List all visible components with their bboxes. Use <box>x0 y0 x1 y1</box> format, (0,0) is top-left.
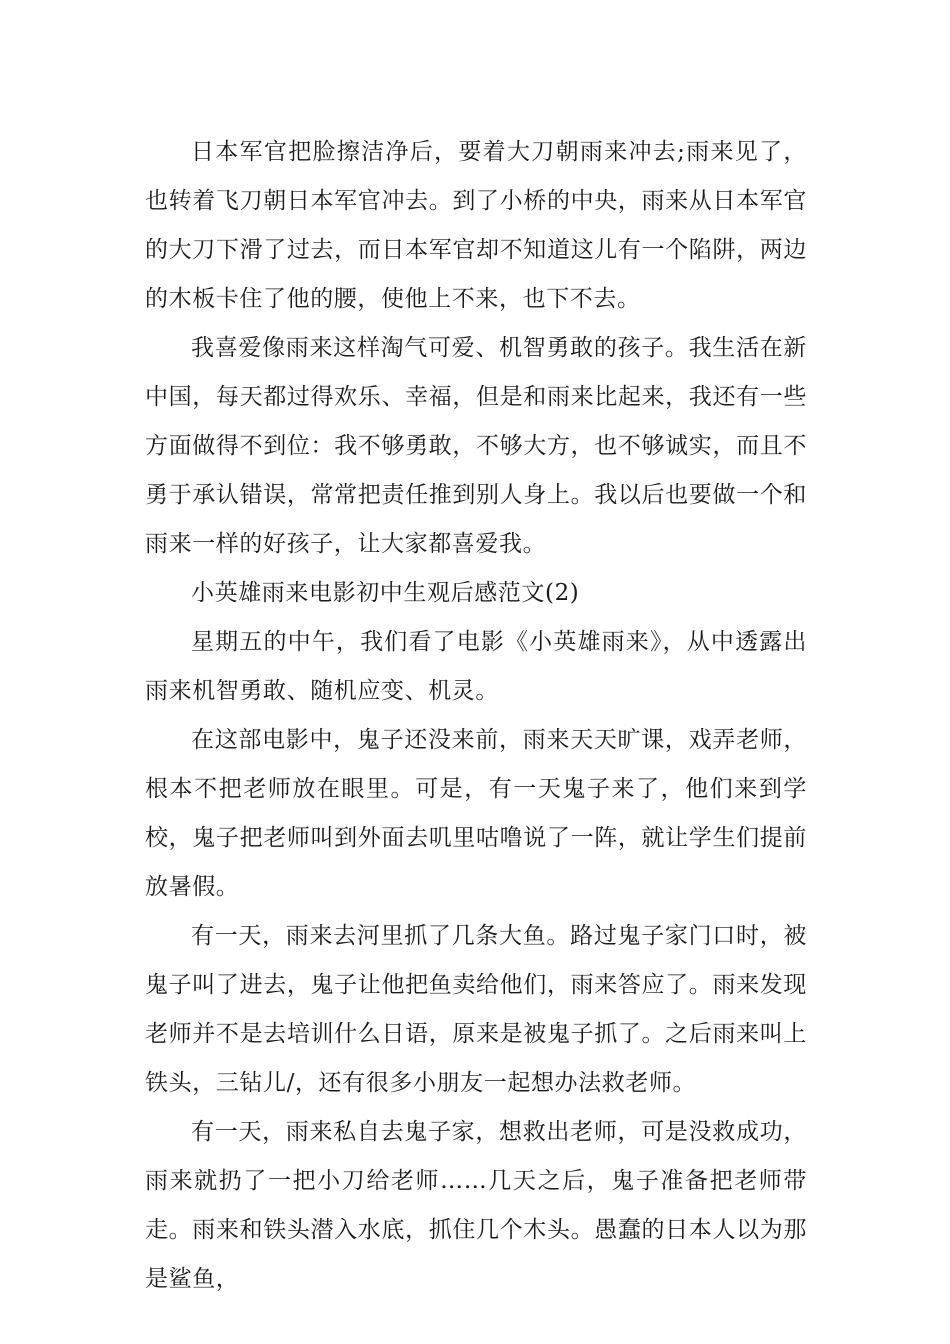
section-heading: 小英雄雨来电影初中生观后感范文(2) <box>191 580 580 606</box>
paragraph-6: 有一天，雨来私自去鬼子家，想救出老师，可是没救成功，雨来就扔了一把小刀给老师……几天之后，鬼子准备把老师带走。雨来和铁头潜入水底，抓住几个木头。愚蠢的日本人以为那是鲨鱼， <box>145 1119 807 1292</box>
paragraph-2: 我喜爱像雨来这样淘气可爱、机智勇敢的孩子。我生活在新中国，每天都过得欢乐、幸福，但是和雨来比起来，我还有一些方面做得不到位：我不够勇敢，不够大方，也不够诚实，而且不勇于承认错误，常常把责任推到别人身上。我以后也要做一个和雨来一样的好孩子，让大家都喜爱我。 <box>145 335 807 557</box>
paragraph-3: 星期五的中午，我们看了电影《小英雄雨来》，从中透露出雨来机智勇敢、随机应变、机灵。 <box>145 629 807 704</box>
paragraph-4: 在这部电影中，鬼子还没来前，雨来天天旷课，戏弄老师，根本不把老师放在眼里。可是，有一天鬼子来了，他们来到学校，鬼子把老师叫到外面去叽里咕噜说了一阵，就让学生们提前放暑假。 <box>145 727 807 900</box>
document-body <box>145 128 807 1304</box>
paragraph-5: 有一天，雨来去河里抓了几条大鱼。路过鬼子家门口时，被鬼子叫了进去，鬼子让他把鱼卖给他们，雨来答应了。雨来发现老师并不是去培训什么日语，原来是被鬼子抓了。之后雨来叫上铁头，三钻儿/，还有很多小朋友一起想办法救老师。 <box>145 923 807 1096</box>
paragraph-1: 日本军官把脸擦洁净后，要着大刀朝雨来冲去;雨来见了，也转着飞刀朝日本军官冲去。到了小桥的中央，雨来从日本军官的大刀下滑了过去，而日本军官却不知道这儿有一个陷阱，两边的木板卡住了他的腰，使他上不来，也下不去。 <box>145 139 807 312</box>
